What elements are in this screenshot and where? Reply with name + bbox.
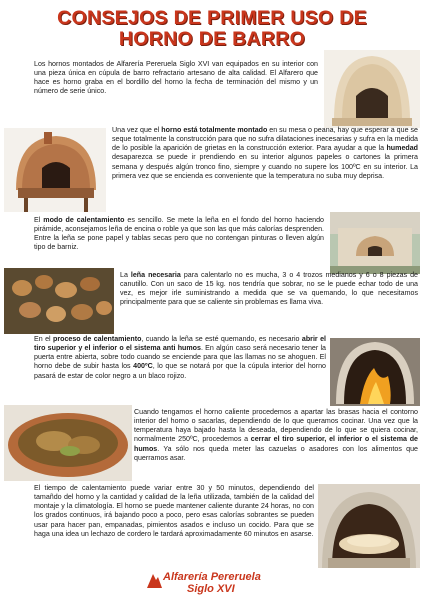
brick-oven-photo bbox=[4, 128, 106, 212]
title-line-1: CONSEJOS DE PRIMER USO DE bbox=[57, 7, 367, 29]
p5-bold-proceso: proceso de calentamiento bbox=[53, 335, 142, 343]
paragraph-intro bbox=[34, 60, 318, 97]
page-title bbox=[0, 8, 424, 50]
oven-fire-photo bbox=[330, 338, 420, 406]
p4-text-c: para calentarlo no es mucha, 3 o 4 trozos medianos y 6 o 8 piezas de canutillo. Con un saco de 15 kg. nos tendría que sobrar, no se le puede echar todo de una vez, es mejor irle suministrando a medida que se va quemando, lo que necesitamos principalmente para que se caliente sin problemas es llama viva. bbox=[120, 271, 418, 307]
p6-text-c: . Ya sólo nos queda meter las cazuelas o asadores con los alimentos que querramos asar. bbox=[134, 444, 418, 462]
brand-name-line-1: Alfarería Pereruela bbox=[163, 571, 261, 583]
p5-text-a: En el bbox=[34, 335, 54, 343]
p3-bold-modo: modo de calentamiento bbox=[43, 216, 125, 224]
oven-bread-photo bbox=[318, 484, 420, 568]
p2-text-c: en su mesa o peana, hay que esperar a que se seque totalmente la construcción para que no sufra dilataciones inecesarias y sufra en la medida de lo posible la aparición de grietas en la construcción exterior. Para ayudar a que la bbox=[112, 126, 418, 153]
paragraph-cocinar bbox=[134, 408, 418, 463]
paragraph-lena bbox=[120, 271, 418, 308]
p4-text-a: La bbox=[120, 271, 131, 279]
paragraph-tiempo bbox=[34, 484, 314, 539]
p6-text-a: Cuando tengamos el horno caliente procedemos a apartar las brasas hacia el contorno interior del horno o sacarlas, dependiendo de lo que queramos cocinar. Una vez que la temperatura haya bajado hasta la deseada, dependiendo de lo que se quiera cocinar, normalmente 250ºC, procedemos a bbox=[134, 408, 418, 444]
paragraph-proceso bbox=[34, 335, 326, 381]
p6-bold-cerrar: cerrar el tiro superior, el inferior o el sistema de humos bbox=[134, 435, 418, 453]
roasted-food-photo bbox=[4, 405, 132, 481]
outdoor-oven-photo bbox=[330, 212, 420, 274]
p3-text-a: El bbox=[34, 216, 44, 224]
p5-text-e: . En algún caso será necesario tener la puerta entre abierta, sobre todo cuando se enciende para que las llamas no se ahoguen. El horno debe de subir hasta los bbox=[34, 344, 326, 371]
paragraph-modo-calentamiento bbox=[34, 216, 324, 253]
p2-bold-montado: horno está totalmente montado bbox=[161, 126, 268, 134]
paragraph-intro-text: Los hornos montados de Alfarería Pereruela Siglo XVI van equipados en su interior con una pieza única en cúpula de barro refractario artesano de alta calidad. El Alfarero que hace es horno graba en el bordillo del horno la fecha de terminación del mismo y un número de serie único. bbox=[34, 60, 318, 96]
p5-bold-temp: 400ºC bbox=[133, 362, 153, 371]
p5-text-c: , cuando la leña se esté quemando, es necesario bbox=[141, 335, 302, 343]
p2-text-a: Una vez que el bbox=[112, 126, 162, 134]
firewood-photo bbox=[4, 268, 114, 334]
title-line-2: HORNO DE BARRO bbox=[118, 28, 306, 50]
p7-text: El tiempo de calentamiento puede variar entre 30 y 50 minutos, dependiendo del tamañdo del horno y la cantidad y calidad de la leña utilizada, también de la calidad del montaje y la climatología. El horno se puede mantener caliente durante 24 horas, no con los grados continuos, irá bajando poco a poco, pero esas calorías sobrantes se pueden usar para hacer pan, empanadas, pimientos asados e incluso un cocido. Para que se haga una idea un lechazo de cordero le tardará aproximadamente 60 minutos en asarse. bbox=[34, 484, 314, 538]
p4-bold-lena: leña necesaria bbox=[130, 271, 181, 279]
p2-text-e: desaparezca se puede ir prendiendo en su interior algunos papeles o cartones la primera semana y después algún tronco fino, siempre y cuando no supere los 100ºC en su interior. La primera vez que se encienda es conveniente que la temperatura no suba muy deprisa. bbox=[112, 153, 418, 180]
paragraph-montaje bbox=[112, 126, 418, 181]
p5-text-g: , lo que se notará por que la cúpula interior del horno pasará de estar de color negro a un blaco rojizo. bbox=[34, 362, 326, 380]
p5-bold-tiro: abrir el tiro superior y el inferior o el sistema anti humos bbox=[34, 335, 327, 353]
brand-name-line-2: Siglo XVI bbox=[187, 583, 235, 595]
p2-bold-humedad: humedad bbox=[386, 144, 418, 153]
oven-dome-photo bbox=[324, 50, 420, 128]
brand-logo bbox=[145, 570, 285, 596]
p3-text-c: es sencillo. Se mete la leña en el fondo del horno haciendo pirámide, aconsejamos leña de encina o roble ya que son las que más calorías desprenden. Entre la leña se pone papel y tablas secas pero que no contengan pinturas o lleven algún tipo de barniz. bbox=[34, 216, 324, 252]
brand-logo-icon bbox=[145, 572, 163, 590]
